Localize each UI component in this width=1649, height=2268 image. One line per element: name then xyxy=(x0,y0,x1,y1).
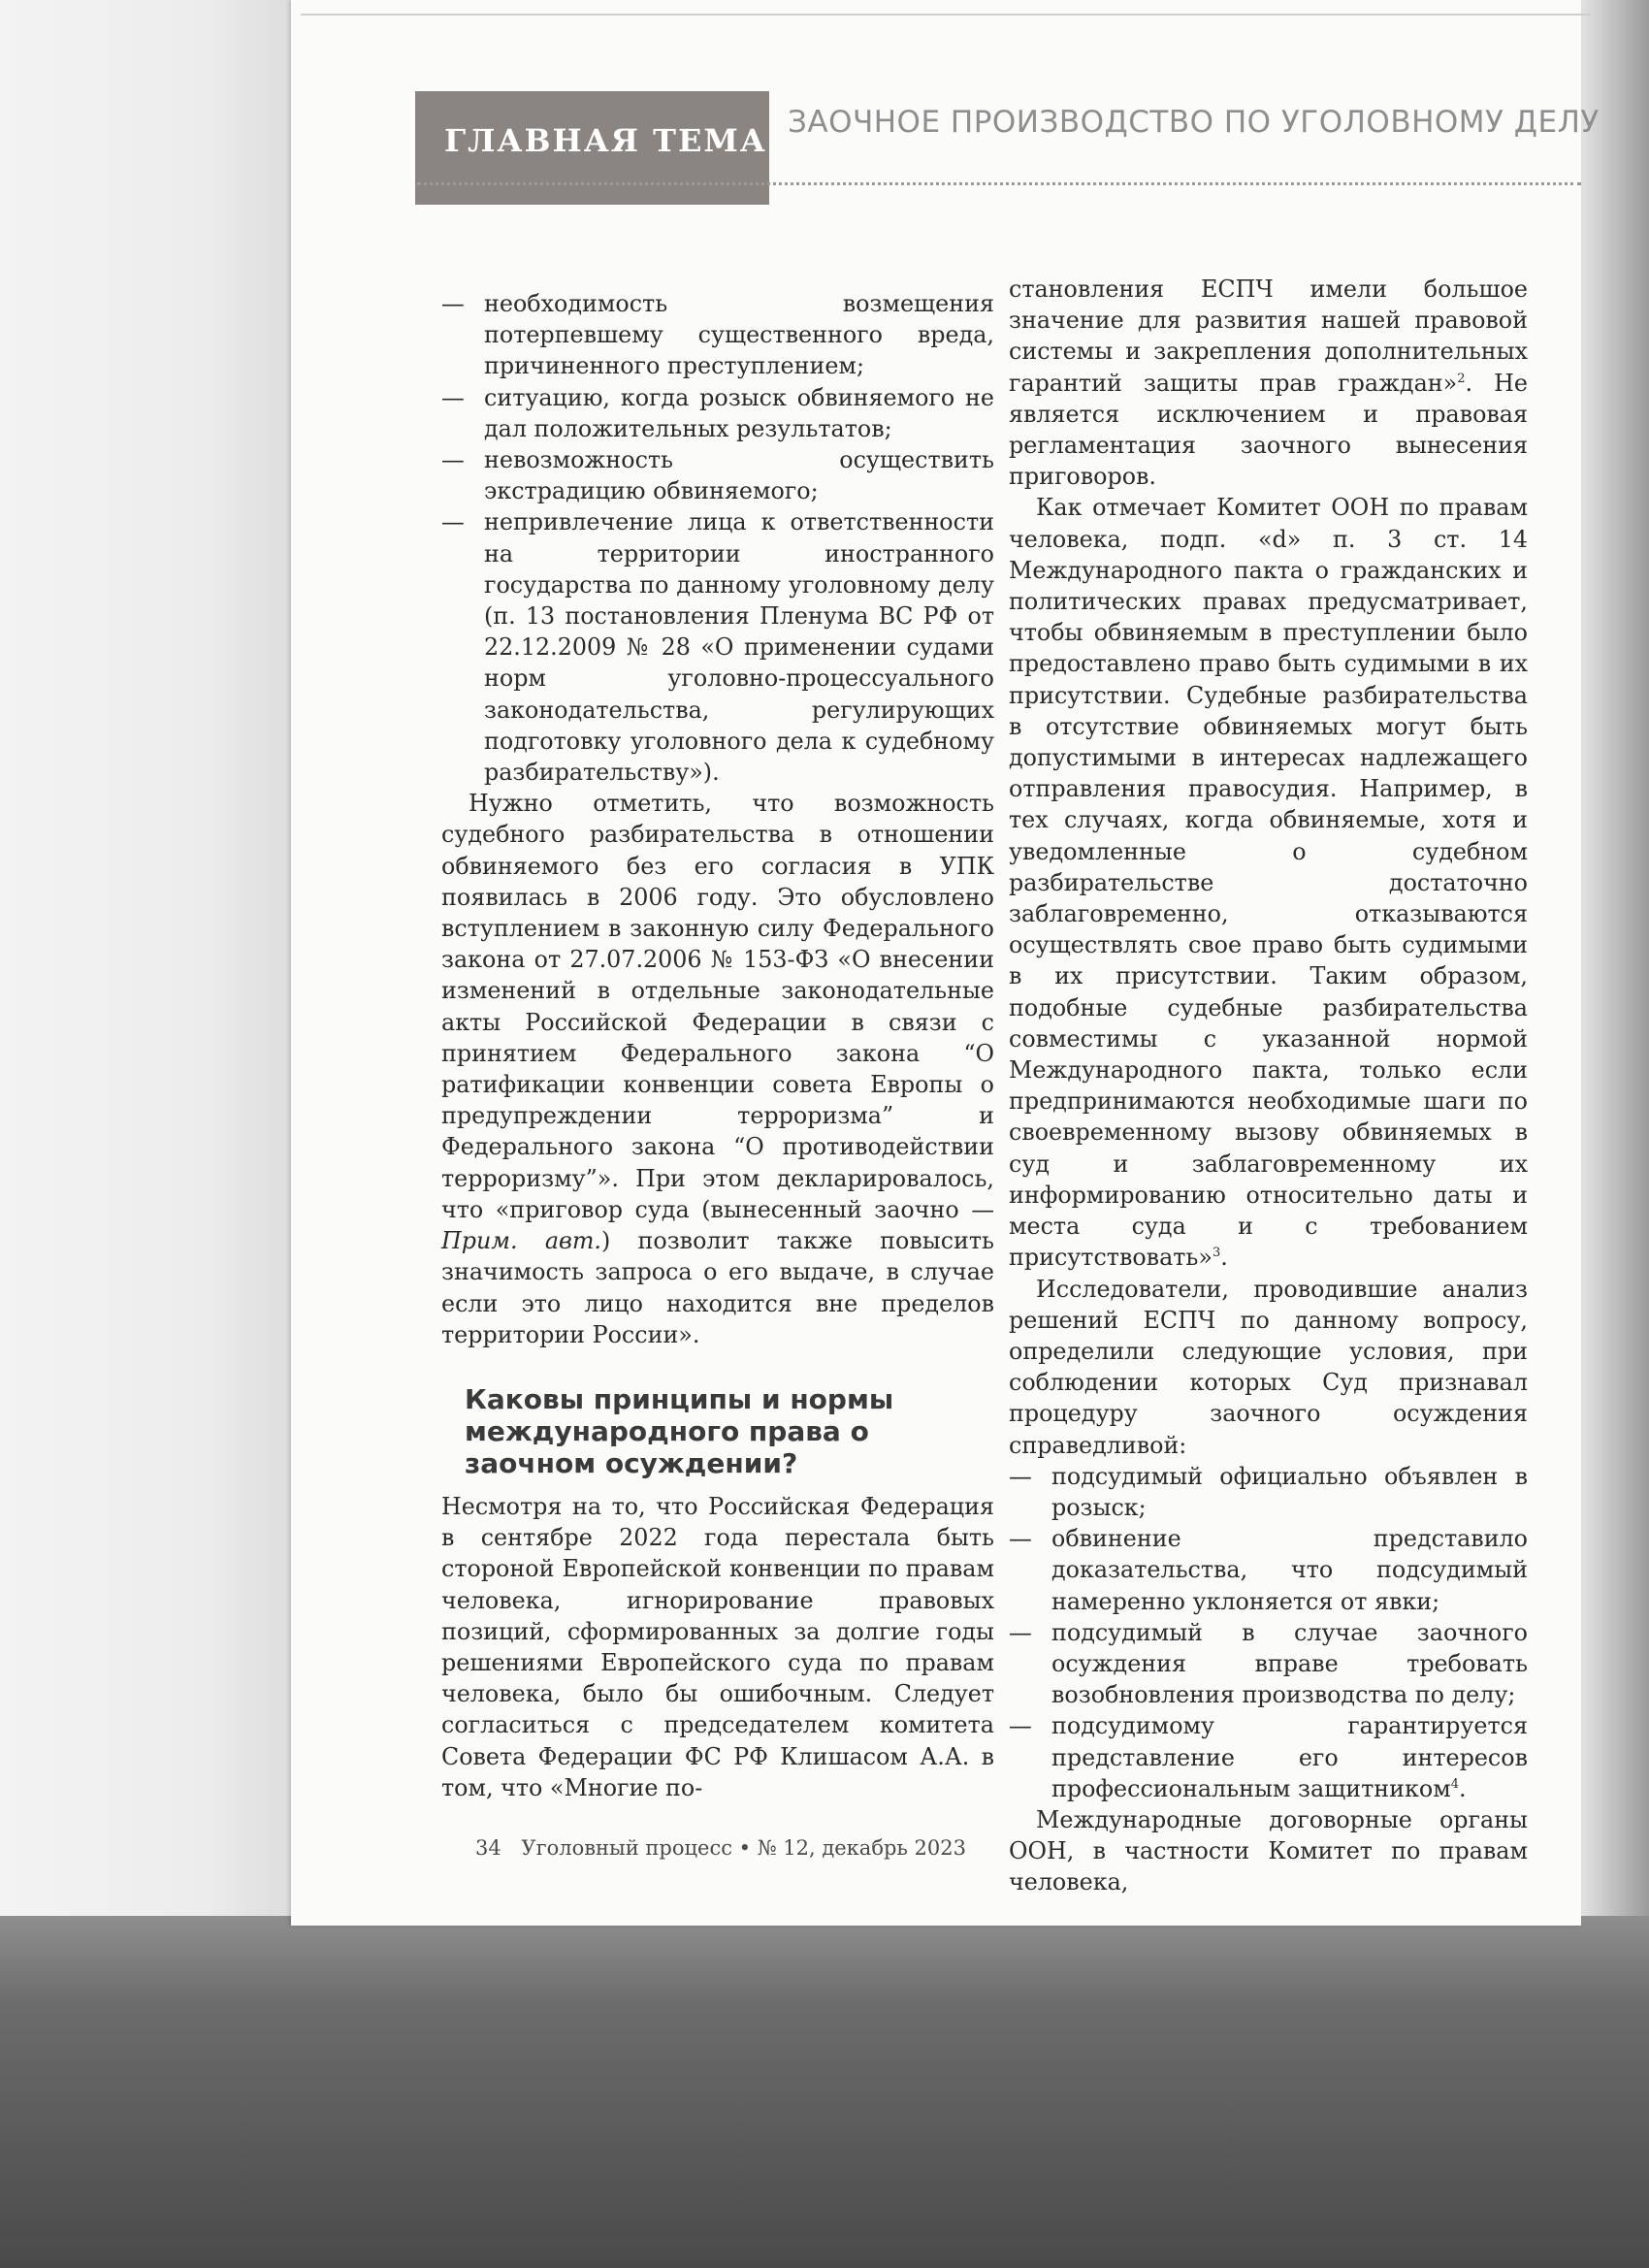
page-number: 34 xyxy=(475,1836,501,1860)
page-top-rule xyxy=(301,14,1591,16)
author-note: Прим. авт. xyxy=(441,1227,601,1255)
list-item: — подсудимый в случае заочного осуждения вправе требовать возобновления производства по делу; xyxy=(1009,1618,1528,1709)
scan-background-bottom xyxy=(0,1916,1649,2268)
body-paragraph: становления ЕСПЧ имели большое значение для развития нашей правовой системы и закрепления дополнительных гарантий защиты прав граждан»$^2$. Не является исключением и правовая регламентация заочного вынесения приговоров. xyxy=(1009,275,1528,491)
list-item: — обвинение представило доказательства, что подсудимый намеренно уклоняется от явки; xyxy=(1009,1525,1528,1615)
page-footer xyxy=(475,1836,980,1860)
body-paragraph: Нужно отметить, что возможность судебного разбирательства в отношении обвиняемого без его согласия в УПК появилась в 2006 году. Это обусловлено вступлением в законную силу Федерального закона от 27.07.2006 № 153-ФЗ «О внесении изменений в отдельные законодательные акты Российской Федерации в связи с принятием Федерального закона “О ратификации конвенции совета Европы о предупреждении терроризма” и Федерального закона “О противодействии терроризму”». При этом декларировалось, что «приговор суда (вынесенный заочно — Прим. авт.) позволит также повысить значимость запроса о его выдаче, в случае если это лицо находится вне пределов территории России». xyxy=(441,790,995,1348)
section-label: ГЛАВНАЯ ТЕМА xyxy=(444,122,767,159)
scan-margin-left xyxy=(0,0,296,1921)
list-item: — непривлечение лица к ответственности на территории иностранного государства по данному уголовному делу (п. 13 постановления Пленума ВС РФ от 22.12.2009 № 28 «О применении судами норм уголовно-процессуального законодательства, регулирующих подготовку уголовного дела к судебному разбирательству»). xyxy=(441,508,994,787)
body-paragraph: Как отмечает Комитет ООН по правам человека, подп. «d» п. 3 ст. 14 Международного пакта о гражданских и политических правах предусматривает, чтобы обвиняемым в преступлении было предоставлено право быть судимыми в их присутствии. Судебные разбирательства в отсутствие обвиняемых могут быть допустимыми в интересах надлежащего отправления правосудия. Например, в тех случаях, когда обвиняемые, хотя и уведомленные о судебном разбирательстве достаточно заблаговременно, отказываются осуществлять свое право быть судимыми в их присутствии. Таким образом, подобные судебные разбирательства совместимы с указанной нормой Международного пакта, только если предпринимаются необходимые шаги по своевременному вызову обвиняемых в суд и заблаговременному их информированию относительно даты и места суда и с требованием присутствовать»$^3$. xyxy=(1009,494,1528,1272)
right-column xyxy=(1009,274,1528,1898)
list-item: — подсудимому гарантируется представление его интересов профессиональным защитником$^4$. xyxy=(1009,1712,1528,1802)
journal-issue: Уголовный процесс • № 12, декабрь 2023 xyxy=(521,1836,966,1860)
footnote-ref: 3 xyxy=(1212,1246,1221,1261)
footnote-ref: 4 xyxy=(1450,1776,1459,1792)
section-label-box xyxy=(415,91,769,205)
list-item: — ситуацию, когда розыск обвиняемого не дал положительных результатов; xyxy=(441,383,994,442)
list-item: — невозможность осуществить экстрадицию обвиняемого; xyxy=(441,446,994,505)
footnote-ref: 2 xyxy=(1457,371,1466,386)
body-paragraph: Несмотря на то, что Российская Федерация в сентябре 2022 года перестала быть стороной Европейской конвенции по правам человека, игнорирование правовых позиций, сформированных за долгие годы решениями Европейского суда по правам человека, было бы ошибочным. Следует согласиться с председателем комитета Совета Федерации ФС РФ Клишасом А.А. в том, что «Многие по- xyxy=(441,1492,994,1801)
body-paragraph: Международные договорные органы ООН, в частности Комитет по правам человека, xyxy=(1009,1805,1528,1896)
left-column xyxy=(441,288,994,1803)
list-item: — подсудимый официально объявлен в розыск; xyxy=(1009,1462,1528,1521)
running-head-topic: ЗАОЧНОЕ ПРОИЗВОДСТВО ПО УГОЛОВНОМУ ДЕЛУ xyxy=(788,105,1600,140)
section-heading: Каковы принципы и нормы международного права о заочном осуждении? xyxy=(465,1382,894,1479)
list-item: — необходимость возмещения потерпевшему существенного вреда, причиненного преступлением; xyxy=(441,290,994,380)
header-dotted-rule xyxy=(417,182,1581,185)
body-paragraph: Исследователи, проводившие анализ решений ЕСПЧ по данному вопросу, определили следующие условия, при соблюдении которых Суд признавал процедуру заочного осуждения справедливой: xyxy=(1009,1275,1528,1459)
